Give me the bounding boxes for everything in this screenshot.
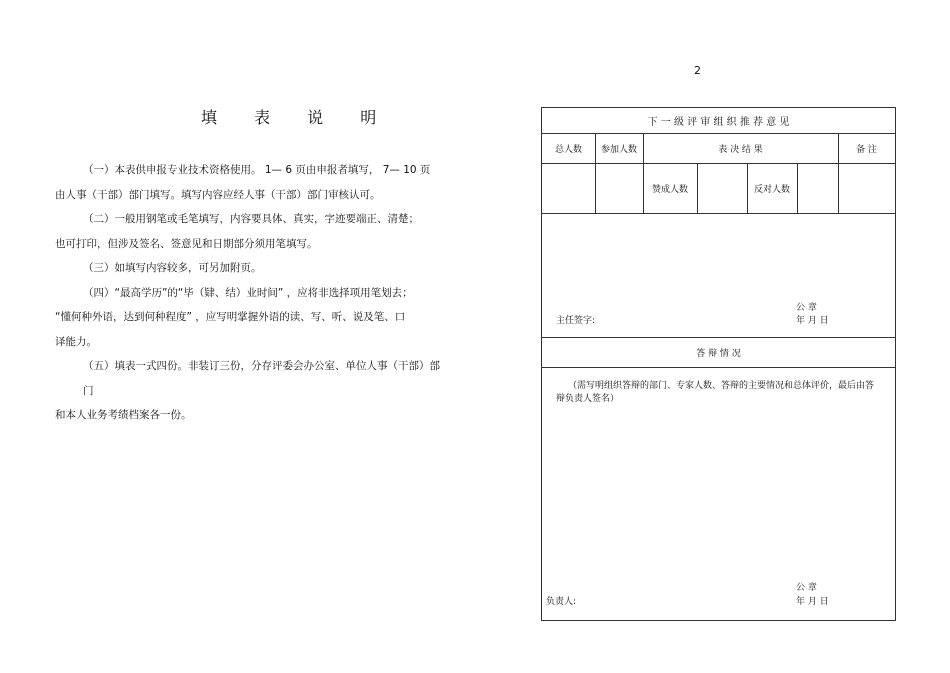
defense-section <box>542 368 895 620</box>
date-label: 年 月 日 <box>796 597 829 607</box>
total-count-field[interactable] <box>542 164 595 213</box>
instruction-line: （五）填表一式四份。非装订三份，分存评委会办公室、单位人事（干部）部门 <box>83 360 440 397</box>
defense-header-row <box>542 338 895 368</box>
seal-label: 公 章 <box>796 303 817 313</box>
participants-field[interactable] <box>595 164 643 213</box>
instruction-line: 也可打印，但涉及签名、签意见和日期部分须用笔填写。 <box>55 237 318 250</box>
defense-title: 答 辩 情 况 <box>696 349 741 359</box>
director-sign-label: 主任签字: <box>556 316 596 326</box>
instructions-body <box>55 158 445 428</box>
yes-votes-label: 赞成人数 <box>651 185 688 195</box>
seal-label: 公 章 <box>796 583 817 593</box>
remark-header: 备 注 <box>856 145 877 155</box>
responsible-label: 负责人: <box>546 597 577 607</box>
form-title-row <box>542 108 895 134</box>
instruction-line: （三）如填写内容较多，可另加附页。 <box>83 262 262 274</box>
vote-count-row <box>542 164 895 214</box>
page-number: 2 <box>694 64 701 77</box>
total-count-header: 总人数 <box>554 145 582 155</box>
form-header-row <box>542 134 895 164</box>
defense-note: （需写明组织答辩的部门、专家人数、答辩的主要情况和总体评价，最后由答辩负责人签名） <box>556 381 875 404</box>
instruction-line: 译能力。 <box>55 335 97 348</box>
participants-header: 参加人数 <box>600 145 637 155</box>
date-label: 年 月 日 <box>796 316 829 326</box>
instructions-title: 填 表 说 明 <box>201 108 393 127</box>
instruction-line: （二）一般用钢笔或毛笔填写，内容要具体、真实，字迹要端正、清楚； <box>83 213 419 225</box>
instruction-line: 和本人业务考绩档案各一份。 <box>55 409 192 421</box>
vote-result-header: 表 决 结 果 <box>718 145 763 155</box>
instructions-section <box>55 105 445 428</box>
recommendation-form <box>541 107 896 621</box>
instruction-line: “懂何种外语，达到何种程度” ，应写明掌握外语的读、写、听、说及笔、口 <box>55 311 406 323</box>
opinion-row <box>542 214 895 338</box>
no-votes-label: 反对人数 <box>753 185 790 195</box>
form-title: 下 一 级 评 审 组 织 推 荐 意 见 <box>647 117 790 128</box>
instruction-line: （四）“最高学历”的“毕（肄、结）业时间” ，应将非选择项用笔划去； <box>83 286 413 299</box>
no-votes-field[interactable] <box>797 164 838 213</box>
instruction-line: （一）本表供申报专业技术资格使用。 1— 6 页由申报者填写， 7— 10 页 <box>83 164 431 176</box>
instruction-line: 由人事（干部）部门填写。填写内容应经人事（干部）部门审核认可。 <box>55 188 381 201</box>
remark-field[interactable] <box>838 164 895 213</box>
yes-votes-field[interactable] <box>697 164 747 213</box>
